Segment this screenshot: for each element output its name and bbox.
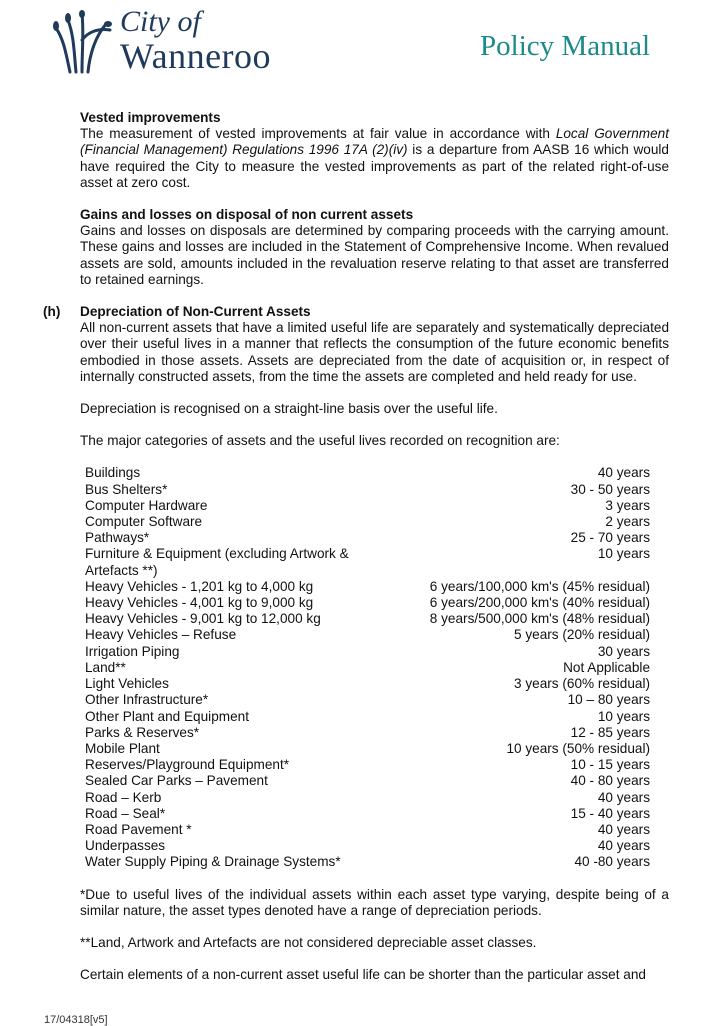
asset-row: [85, 644, 650, 660]
asset-category: Sealed Car Parks – Pavement: [85, 773, 268, 789]
asset-useful-life: 40 years: [597, 789, 650, 805]
asset-useful-life: 10 - 15 years: [570, 757, 650, 773]
note-component-lives: Certain elements of a non-current asset useful life can be shorter than the particular asset and: [80, 967, 646, 983]
asset-category: Buildings: [85, 465, 141, 481]
asset-category: Water Supply Piping & Drainage Systems*: [85, 854, 341, 870]
asset-row: [85, 676, 650, 692]
asset-row: [85, 773, 650, 789]
asset-row: [85, 854, 650, 870]
asset-useful-life: 40 years: [597, 838, 650, 854]
asset-category: Heavy Vehicles - 9,001 kg to 12,000 kg: [85, 611, 321, 627]
asset-useful-lives-table: [85, 465, 650, 870]
asset-useful-life: 40 -80 years: [574, 854, 650, 870]
asset-useful-life: 40 years: [597, 465, 650, 481]
asset-useful-life: 3 years: [605, 497, 650, 513]
asset-useful-life: Not Applicable: [563, 659, 650, 675]
asset-category: Other Infrastructure*: [85, 692, 209, 708]
asset-category: Land**: [85, 659, 126, 675]
section-label: (h): [43, 304, 61, 320]
asset-category: Bus Shelters*: [85, 481, 168, 497]
asset-useful-life: 15 - 40 years: [570, 805, 650, 821]
vested-paragraph: [80, 126, 669, 191]
asset-useful-life: 3 years (60% residual): [514, 676, 650, 692]
vested-text-after: is a departure from AASB 16 which would have required the City to measure the vested improvements as part of the related right-of-use asset at zero cost.: [80, 142, 669, 190]
asset-category: Computer Hardware: [85, 497, 208, 513]
asset-useful-life: 8 years/500,000 km's (48% residual): [429, 611, 650, 627]
asset-useful-life: 30 years: [597, 643, 650, 659]
asset-row: [85, 627, 650, 643]
asset-category: Road – Seal*: [85, 805, 166, 821]
asset-category: Parks & Reserves*: [85, 724, 200, 740]
logo-text-line2: Wanneroo: [120, 36, 272, 76]
asset-useful-life: 30 - 50 years: [570, 481, 650, 497]
asset-category: Underpasses: [85, 838, 166, 854]
vested-heading: Vested improvements: [80, 110, 221, 125]
asset-row: [85, 838, 650, 854]
asset-useful-life: 6 years/100,000 km's (45% residual): [429, 578, 650, 594]
asset-row: [85, 709, 650, 725]
vested-text-before: The measurement of vested improvements at fair value in accordance with: [80, 126, 556, 142]
logo-text-line1: City of: [120, 5, 201, 38]
asset-row: [85, 725, 650, 741]
page-header: [0, 0, 706, 90]
asset-row: [85, 806, 650, 822]
asset-category: Reserves/Playground Equipment*: [85, 757, 290, 773]
asset-row: [85, 692, 650, 708]
asset-useful-life: 10 – 80 years: [567, 692, 650, 708]
asset-category: Heavy Vehicles - 4,001 kg to 9,000 kg: [85, 595, 314, 611]
document-reference: 17/04318[v5]: [44, 1014, 108, 1026]
gains-heading: Gains and losses on disposal of non current assets: [80, 207, 414, 223]
asset-category: Light Vehicles: [85, 676, 169, 692]
asset-useful-life: 40 years: [597, 821, 650, 837]
asset-row: [85, 757, 650, 773]
asset-category: Mobile Plant: [85, 740, 160, 756]
gains-paragraph: Gains and losses on disposals are determined by comparing proceeds with the carrying amount. These gains and losses are included in the Statement of Comprehensive Income. When revalued assets are sold, amounts included in the revaluation reserve relating to that asset are transferred to retained earnings.: [80, 223, 669, 287]
asset-useful-life: 5 years (20% residual): [514, 627, 650, 643]
asset-row: [85, 611, 650, 627]
depreciation-heading: Depreciation of Non-Current Assets: [80, 304, 311, 320]
asset-useful-life: 10 years: [597, 546, 650, 562]
asset-category: Furniture & Equipment (excluding Artwork & Artefacts **): [85, 546, 349, 578]
asset-row: [85, 514, 650, 530]
asset-useful-life: 40 - 80 years: [570, 773, 650, 789]
asset-category: Road Pavement *: [85, 821, 192, 837]
asset-useful-life: 2 years: [605, 514, 650, 530]
asset-row: [85, 822, 650, 838]
vested-improvements-section: [80, 110, 669, 191]
city-logo-icon: [52, 10, 114, 74]
note-ranges: *Due to useful lives of the individual assets within each asset type varying, despite being of a similar nature, the asset types denoted have a range of depreciation periods.: [80, 886, 669, 918]
asset-category: Heavy Vehicles - 1,201 kg to 4,000 kg: [85, 578, 314, 594]
document-body: [43, 110, 669, 983]
asset-row: [85, 790, 650, 806]
gains-losses-section: [80, 207, 669, 288]
vested-regulation-citation: Local Government (Financial Management) Regulations 1996 17A (2)(iv): [80, 126, 669, 158]
asset-row: [85, 741, 650, 757]
asset-useful-life: 6 years/200,000 km's (40% residual): [429, 595, 650, 611]
depreciation-paragraph-3: The major categories of assets and the useful lives recorded on recognition are:: [80, 433, 560, 449]
asset-category: Irrigation Piping: [85, 643, 180, 659]
asset-useful-life: 25 - 70 years: [570, 530, 650, 546]
asset-category: Pathways*: [85, 530, 150, 546]
asset-category: Road – Kerb: [85, 789, 162, 805]
asset-useful-life: 10 years (50% residual): [506, 740, 650, 756]
asset-useful-life: 10 years: [597, 708, 650, 724]
asset-useful-life: 12 - 85 years: [570, 724, 650, 740]
asset-row: [85, 595, 650, 611]
note-non-depreciable: **Land, Artwork and Artefacts are not considered depreciable asset classes.: [80, 934, 537, 950]
asset-row: [85, 498, 650, 514]
policy-manual-title: Policy Manual: [480, 30, 650, 62]
asset-category: Other Plant and Equipment: [85, 708, 249, 724]
depreciation-section: [43, 304, 669, 983]
asset-category: Computer Software: [85, 514, 203, 530]
asset-category: Heavy Vehicles – Refuse: [85, 627, 237, 643]
asset-row: [85, 660, 650, 676]
asset-row: [85, 465, 650, 481]
depreciation-paragraph-1: All non-current assets that have a limited useful life are separately and systematically depreciated over their useful lives in a manner that reflects the consumption of the future economic benefits embodied in those assets. Assets are depreciated from the date of acquisition or, in respect of internally constructed assets, from the time the assets are completed and held ready for use.: [80, 320, 669, 384]
asset-row: [85, 579, 650, 595]
asset-row: [85, 482, 650, 498]
depreciation-paragraph-2: Depreciation is recognised on a straight-line basis over the useful life.: [80, 401, 498, 417]
asset-row: [85, 530, 650, 546]
asset-row: [85, 546, 650, 578]
